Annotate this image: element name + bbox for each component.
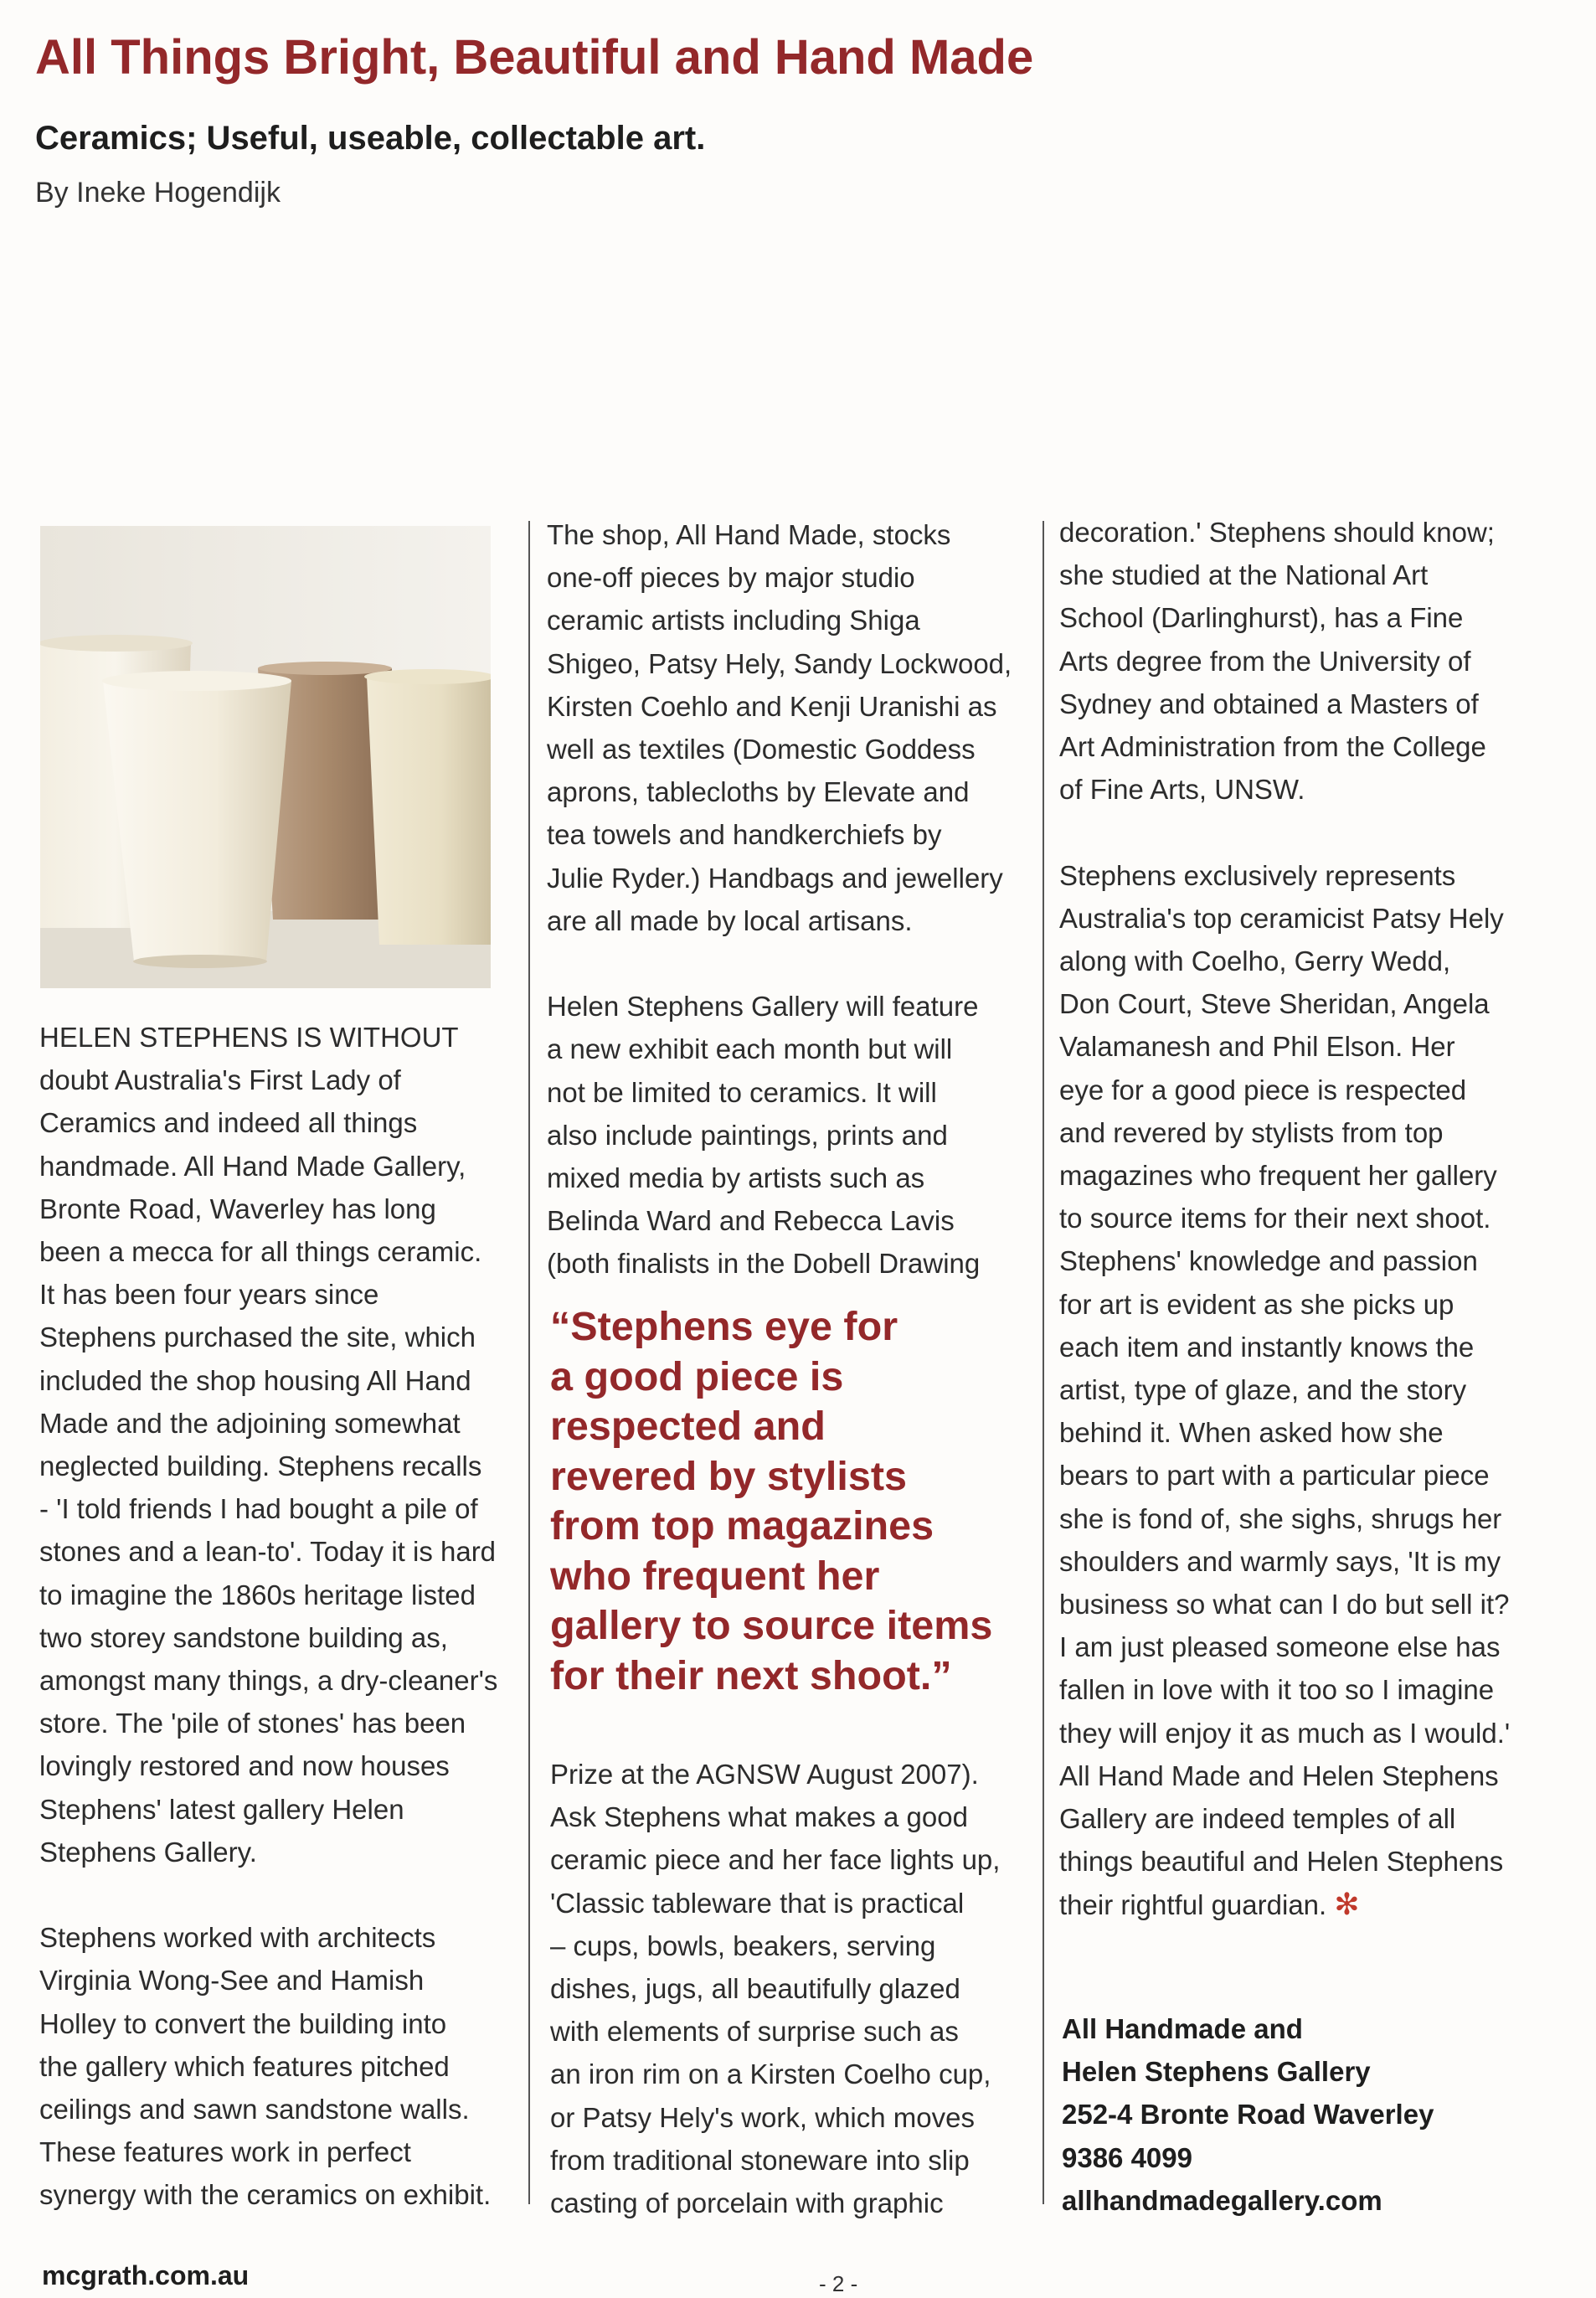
gallery-contact <box>1062 2007 1434 2222</box>
column-1-paragraph-2: Stephens worked with architects Virginia Wong-See and Hamish Holley to convert the building into the gallery which features pitched ceilings and sawn sandstone walls. These features work in perfect synergy with the ceramics on exhibit. <box>39 1922 492 2211</box>
article-subtitle: Ceramics; Useful, useable, collectable art. <box>35 120 706 157</box>
contact-website: allhandmadegallery.com <box>1062 2184 1382 2216</box>
end-mark-icon: ✻ <box>1334 1887 1360 1922</box>
column-3-paragraph-2 <box>1059 854 1528 1927</box>
column-2-paragraph-1: The shop, All Hand Made, stocks one-off pieces by major studio ceramic artists including Shiga Shigeo, Patsy Hely, Sandy Lockwood, Kirsten Coehlo and Kenji Uranishi as well as textiles (Domestic Goddess aprons, tablecloths by Elevate and tea towels and handkerchiefs by Julie Ryder.) Handbags and jewellery are all made by local artisans. <box>547 519 1012 936</box>
contact-line-gallery: Helen Stephens Gallery <box>1062 2056 1371 2088</box>
contact-address: 252-4 Bronte Road Waverley <box>1062 2099 1434 2131</box>
column-2-top <box>547 513 1016 1286</box>
ceramic-cups-photo <box>40 526 491 988</box>
page-number: - 2 - <box>819 2271 858 2296</box>
pull-quote: “Stephens eye for a good piece is respected and revered by stylists from top magazines who frequent her gallery to source items for their next shoot.” <box>550 1304 993 1698</box>
contact-line-name: All Handmade and <box>1062 2013 1303 2044</box>
column-2-paragraph-3: Prize at the AGNSW August 2007). Ask Stephens what makes a good ceramic piece and her face lights up, 'Classic tableware that is practical – cups, bowls, beakers, serving dishes, jugs, all beautifully glazed with elements of surprise such as an iron rim on a Kirsten Coelho cup, or Patsy Hely's work, which moves from traditional stoneware into slip casting of porcelain with graphic <box>550 1759 1001 2219</box>
column-3-paragraph-1: decoration.' Stephens should know; she studied at the National Art School (Darlinghurst), has a Fine Arts degree from the University of Sydney and obtained a Masters of Art Administration from the College of Fine Arts, UNSW. <box>1059 517 1495 806</box>
column-divider <box>1043 521 1044 2204</box>
column-2-paragraph-2: Helen Stephens Gallery will feature a new exhibit each month but will not be limited to ceramics. It will also include paintings, prints and mixed media by artists such as Belinda Ward and Rebecca Lavis (both finalists in the Dobell Drawing <box>547 991 981 1280</box>
column-2-bottom <box>550 1753 1019 2224</box>
column-1-paragraph-1: HELEN STEPHENS IS WITHOUT doubt Australia's First Lady of Ceramics and indeed all things handmade. All Hand Made Gallery, Bronte Road, Waverley has long been a mecca for all things ceramic. It has been four years since Stephens purchased the site, which included the shop housing All Hand Made and the adjoining somewhat neglected building. Stephens recalls - 'I told friends I had bought a pile of stones and a lean-to'. Today it is hard to imagine the 1860s heritage listed two storey sandstone building as, amongst many things, a dry-cleaner's store. The 'pile of stones' has been lovingly restored and now houses Stephens' latest gallery Helen Stephens Gallery. <box>39 1022 498 1868</box>
column-3-paragraph-2-text: Stephens exclusively represents Australia's top ceramicist Patsy Hely along with Coelho, Gerry Wedd, Don Court, Steve Sheridan, Angela Valamanesh and Phil Elson. Her eye for a good piece is respected and revered by stylists from top magazines who frequent her gallery to source items for their next shoot. Stephens' knowledge and passion for art is evident as she picks up each item and instantly knows the artist, type of glaze, and the story behind it. When asked how she bears to part with a particular piece she is fond of, she sighs, shrugs her shoulders and warmly says, 'It is my business so what can I do but sell it? I am just pleased someone else has fallen in love with it too so I imagine they will enjoy it as much as I would.' All Hand Made and Helen Stephens Gallery are indeed temples of all things beautiful and Helen Stephens their rightful guardian. <box>1059 859 1511 1921</box>
column-3 <box>1059 511 1528 1927</box>
contact-phone: 9386 4099 <box>1062 2141 1192 2173</box>
footer-website: mcgrath.com.au <box>42 2260 250 2290</box>
byline: By Ineke Hogendijk <box>35 177 281 209</box>
column-divider <box>528 521 530 2204</box>
column-1 <box>39 1016 508 2217</box>
article-title: All Things Bright, Beautiful and Hand Made <box>35 30 1034 85</box>
